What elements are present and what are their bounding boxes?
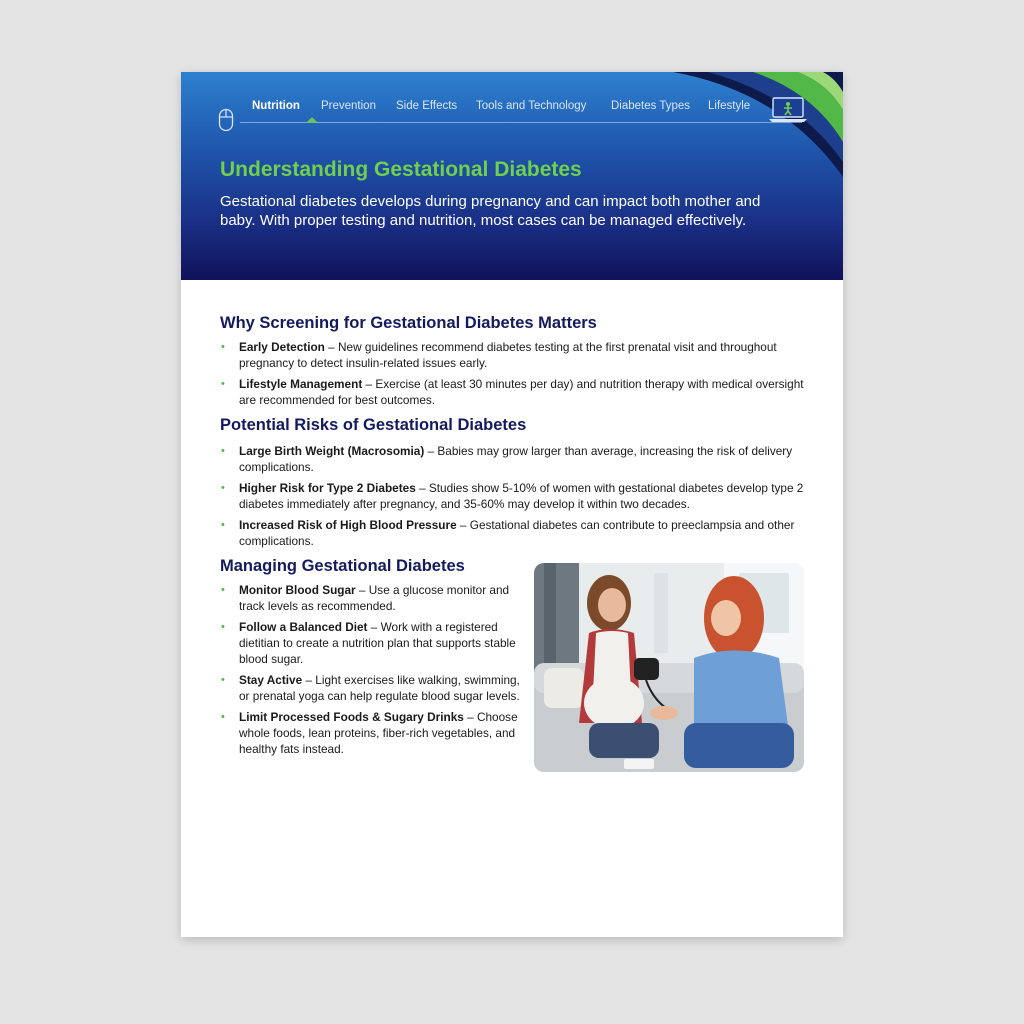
header-banner xyxy=(181,72,843,280)
nav-underline xyxy=(240,122,802,123)
bullet-text: – Exercise (at least 30 minutes per day) and nutrition therapy with medical oversight are recommended for best outcomes. xyxy=(239,377,804,407)
list-item xyxy=(220,619,520,667)
bullet-term: Monitor Blood Sugar xyxy=(239,583,356,597)
nav-item-side-effects[interactable]: Side Effects xyxy=(396,100,458,112)
section-heading-risks: Potential Risks of Gestational Diabetes xyxy=(220,416,527,434)
list-item xyxy=(220,582,520,614)
bullet-term: Early Detection xyxy=(239,340,325,354)
bullet-term: Higher Risk for Type 2 Diabetes xyxy=(239,481,416,495)
intro-paragraph: Gestational diabetes develops during pregnancy and can impact both mother and baby. With proper testing and nutrition, most cases can be managed effectively. xyxy=(220,193,761,229)
list-item xyxy=(220,339,805,371)
list-item xyxy=(220,517,805,549)
bullet-text: – Work with a registered dietitian to create a nutrition plan that supports stable blood sugar. xyxy=(239,620,516,666)
list-item xyxy=(220,443,805,475)
laptop-icon xyxy=(769,96,807,124)
mouse-icon xyxy=(218,108,234,132)
section-heading-screening: Why Screening for Gestational Diabetes Matters xyxy=(220,314,597,332)
managing-list xyxy=(220,582,520,762)
bullet-text: – Light exercises like walking, swimming, or prenatal yoga can help regulate blood sugar levels. xyxy=(239,673,520,703)
bullet-term: Stay Active xyxy=(239,673,303,687)
active-nav-caret xyxy=(306,117,318,123)
bullet-text: – Choose whole foods, lean proteins, fiber-rich vegetables, and healthy fats instead. xyxy=(239,710,518,756)
list-item xyxy=(220,480,805,512)
bullet-text: – New guidelines recommend diabetes testing at the first prenatal visit and throughout pregnancy to detect insulin-related issues early. xyxy=(239,340,777,370)
nav-item-tools-and-technology[interactable]: Tools and Technology xyxy=(476,100,587,112)
bullet-text: – Use a glucose monitor and track levels as recommended. xyxy=(239,583,510,613)
list-item xyxy=(220,672,520,704)
bullet-term: Follow a Balanced Diet xyxy=(239,620,368,634)
document-page xyxy=(181,72,843,937)
nav-item-diabetes-types[interactable]: Diabetes Types xyxy=(611,100,691,112)
list-item xyxy=(220,376,805,408)
nav-item-lifestyle[interactable]: Lifestyle xyxy=(708,100,751,112)
photo-blood-pressure-check xyxy=(534,563,804,772)
bullet-text: – Studies show 5-10% of women with gestational diabetes develop type 2 diabetes immediately after pregnancy, and 35-60% may develop it within two decades. xyxy=(239,481,804,511)
page-title: Understanding Gestational Diabetes xyxy=(220,158,582,181)
bullet-text: – Babies may grow larger than average, increasing the risk of delivery complications. xyxy=(239,444,793,474)
list-item xyxy=(220,709,520,757)
bullet-text: – Gestational diabetes can contribute to preeclampsia and other complications. xyxy=(239,518,795,548)
bullet-term: Lifestyle Management xyxy=(239,377,363,391)
nav-item-nutrition[interactable]: Nutrition xyxy=(252,100,300,112)
nav-item-prevention[interactable]: Prevention xyxy=(321,100,376,112)
screening-list xyxy=(220,339,805,413)
photo-illustration xyxy=(534,563,804,772)
section-heading-managing: Managing Gestational Diabetes xyxy=(220,557,465,575)
bullet-term: Limit Processed Foods & Sugary Drinks xyxy=(239,710,464,724)
bullet-term: Increased Risk of High Blood Pressure xyxy=(239,518,457,532)
risks-list xyxy=(220,443,805,554)
top-navigation xyxy=(218,92,818,128)
bullet-term: Large Birth Weight (Macrosomia) xyxy=(239,444,425,458)
